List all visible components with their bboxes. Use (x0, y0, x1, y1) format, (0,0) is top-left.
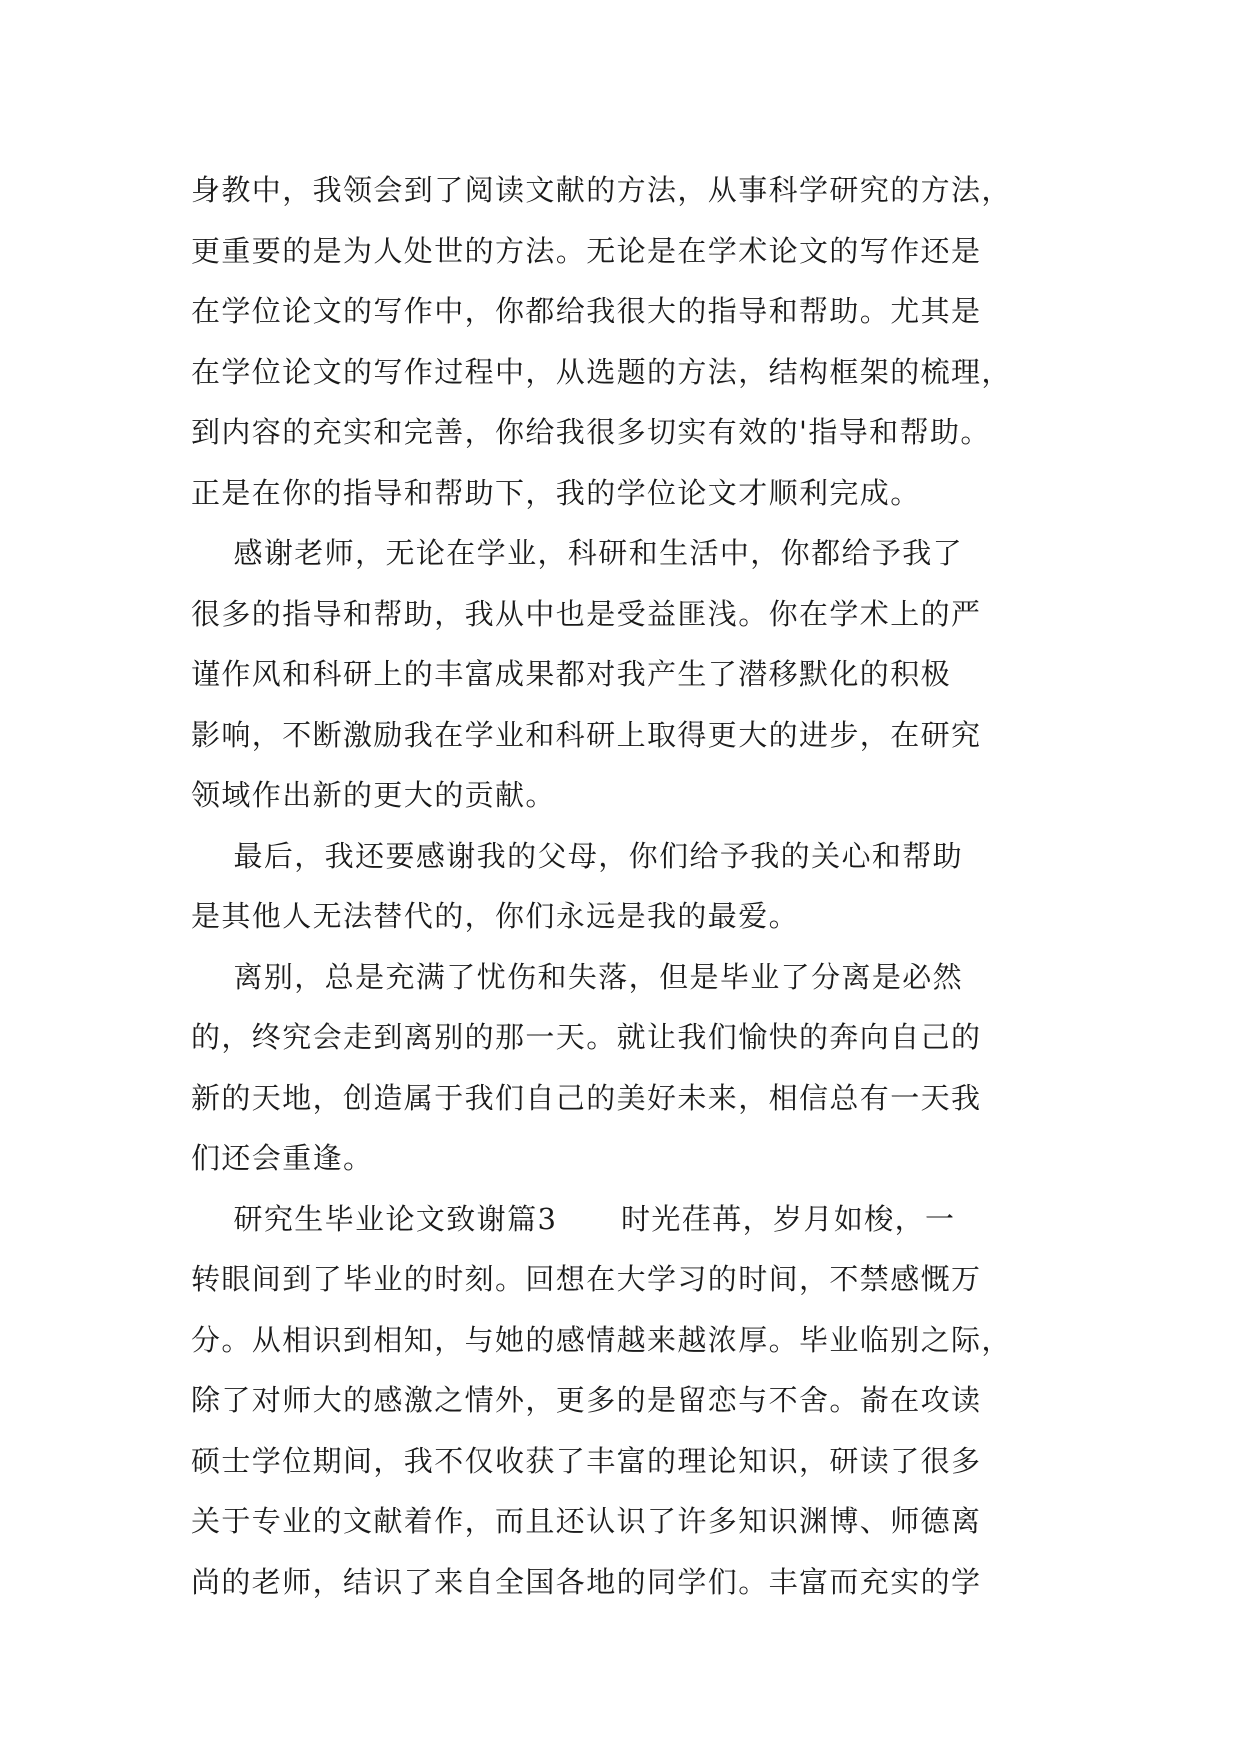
text-line: 是其他人无法替代的，你们永远是我的最爱。 (191, 899, 800, 933)
text-line: 离别，总是充满了忧伤和失落，但是毕业了分离是必然 (191, 959, 964, 994)
text-line: 分。从相识到相知，与她的感情越来越浓厚。毕业临别之际， (191, 1322, 1012, 1357)
text-line: 转眼间到了毕业的时刻。回想在大学习的时间，不禁感慨万 (191, 1262, 982, 1296)
body-text (191, 160, 1071, 1612)
text-line: 们还会重逢。 (191, 1141, 374, 1175)
text-line: 的，终究会走到离别的那一天。就让我们愉快的奔向自己的 (191, 1020, 982, 1054)
text-line: 在学位论文的写作中，你都给我很大的指导和帮助。尤其是 (191, 294, 982, 328)
text-line: 谨作风和科研上的丰富成果都对我产生了潜移默化的积极 (191, 657, 952, 691)
text-line: 领域作出新的更大的贡献。 (191, 778, 556, 812)
text-line: 到内容的充实和完善，你给我很多切实有效的'指导和帮助。 (191, 415, 991, 449)
text-line: 尚的老师，结识了来自全国各地的同学们。丰富而充实的学 (191, 1564, 982, 1599)
text-line: 硕士学位期间，我不仅收获了丰富的理论知识，研读了很多 (191, 1443, 982, 1478)
text-line: 很多的指导和帮助，我从中也是受益匪浅。你在学术上的严 (191, 596, 982, 631)
text-line: 除了对师大的感激之情外，更多的是留恋与不舍。嵛在攻读 (191, 1383, 982, 1417)
text-line: 身教中，我领会到了阅读文献的方法，从事科学研究的方法， (191, 173, 1012, 207)
text-line: 新的天地，创造属于我们自己的美好未来，相信总有一天我 (191, 1080, 982, 1115)
text-line: 影响，不断激励我在学业和科研上取得更大的进步，在研究 (191, 717, 982, 752)
section-heading-line: 研究生毕业论文致谢篇3 时光荏苒，岁月如梭，一 (191, 1201, 956, 1236)
text-line: 正是在你的指导和帮助下，我的学位论文才顺利完成。 (191, 475, 921, 510)
text-line: 感谢老师，无论在学业，科研和生活中，你都给予我了 (191, 536, 964, 570)
text-line: 关于专业的文献着作，而且还认识了许多知识渊博、师德离 (191, 1504, 982, 1538)
text-line: 在学位论文的写作过程中，从选题的方法，结构框架的梳理， (191, 354, 1012, 389)
text-line: 更重要的是为人处世的方法。无论是在学术论文的写作还是 (191, 233, 982, 268)
text-line: 最后，我还要感谢我的父母，你们给予我的关心和帮助 (191, 838, 964, 873)
